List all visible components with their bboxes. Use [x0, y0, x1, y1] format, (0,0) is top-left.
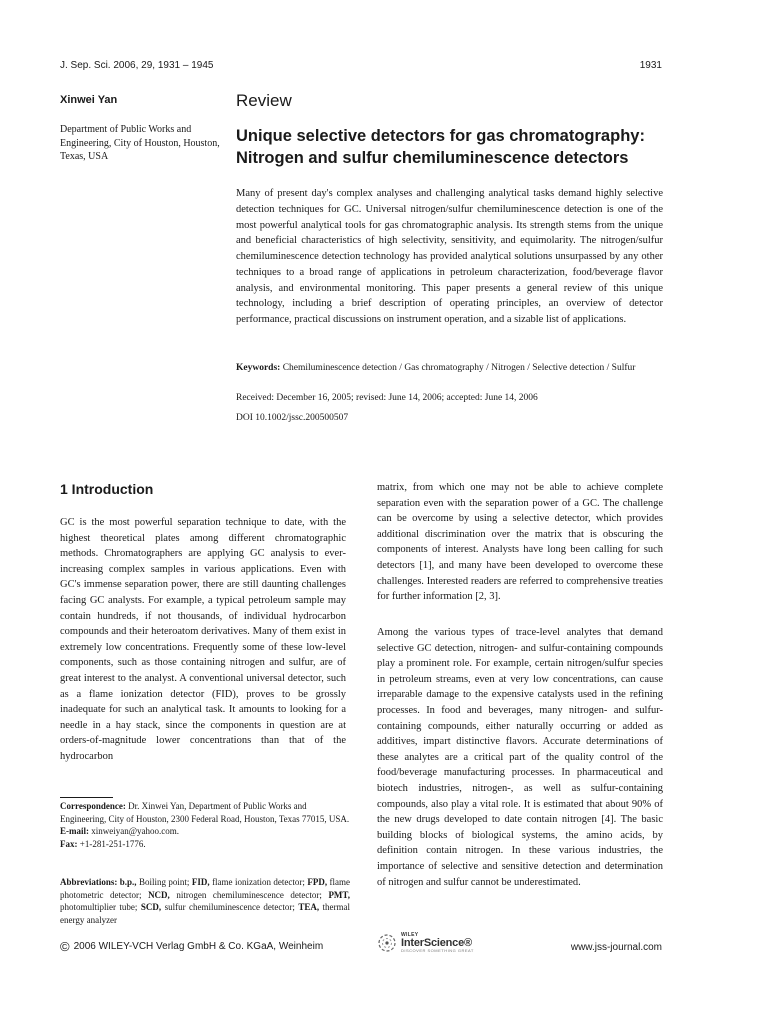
wiley-interscience-logo[interactable] [376, 932, 474, 954]
fax-label: Fax: [60, 838, 78, 849]
abbr-term: NCD, [148, 889, 170, 900]
abbr-definition: nitrogen chemiluminescence detector; [176, 889, 322, 900]
intro-paragraph-right-1: matrix, from which one may not be able to achieve complete separation even with the separation power of a GC. The challenge can be overcome by using a selective detector, which provides additional discrimination over the matrix that is obscuring the components of interest. Analysts have long been calling for such detectors [1], and many have been developed to overcome these challenges. Interested readers are referred to comprehensive treaties for further information [2, 3]. [377, 482, 663, 603]
fax-number: +1-281-251-1776. [79, 838, 146, 849]
keywords-label: Keywords: [236, 363, 281, 373]
author-name: Xinwei Yan [60, 94, 118, 106]
received-dates: Received: December 16, 2005; revised: June 14, 2006; accepted: June 14, 2006 [236, 393, 538, 403]
journal-reference: J. Sep. Sci. 2006, 29, 1931 – 1945 [60, 60, 214, 71]
intro-paragraph-left: GC is the most powerful separation technique to date, with the highest theoretical plates among different chromatographic methods. Chromatographers are applying GC analysis to ever-increasing complex samples in various applications. Even with GC's immense separation power, there are still daunting challenges facing GC analysts. For example, a typical petroleum sample may contain hundreds, if not thousands, of individual hydrocarbon compounds and their heteroatom derivatives. Many of them exist in extremely low concentrations. Frequently some of these low-level components, such as those containing nitrogen and sulfur, are of great interest to the analyst. A conventional universal detector, such as a flame ionization detector (FID), proves to be grossly inadequate for such an analytical task. It amounts to looking for a needle in a hay stack, since the components in question are at orders-of-magnitude lower concentrations than that of the hydrocarbon [60, 517, 346, 762]
abbr-definition: sulfur chemiluminescence detector; [164, 902, 295, 912]
email-label: E-mail: [60, 826, 89, 836]
intro-paragraph-right-2: Among the various types of trace-level analytes that demand selective GC detection, nitrogen- and sulfur-containing compounds play a prominent role. For example, certain nitrogen/sulfur species in petroleum streams, even at very low concentrations, can cause irreparable damage to the expensive catalysts used in the refining processes. In food and beverages, many nitrogen- and sulfur-containing compounds, either naturally occurring or added as additives, impart distinctive flavors. Accurate determinations of these analytes are a critical part of the quality control of the food/beverage manufacturing processes. In pharmaceutical and biotech industries, nitrogen-, as well as sulfur-containing compounds, also play a vital role. It is estimated that about 90% of the new drugs developed to date contain nitrogen [4]. The basic building blocks of biological systems, the amino acids, by definition contain nitrogen. In these various industries, the importance of selective and sensitive detection and determination of nitrogen and sulfur cannot be underestimated. [377, 627, 663, 888]
abbr-definition: flame ionization detector; [212, 877, 305, 887]
logo-name: InterScience® [401, 937, 472, 949]
abstract: Many of present day's complex analyses and challenging analytical tasks demand highly selective detection techniques for GC. Universal nitrogen/sulfur chemiluminescence detection is one of the most powerful analytical tools for gas chromatographic analysis. Its strength stems from the unique and beneficial characteristics of high selectivity, sensitivity, and equimolarity. The nitrogen/sulfur chemiluminescence detection technology has provided analytical solutions unsurpassed by any other techniques to a broad range of applications in petroleum characterization, food/beverage flavor analysis, and environmental monitoring. This paper presents a general review of this unique technology, including a brief description of operating principles, an overview of detector performance, practical discussions on instrument operation, and a sizable list of applications. [236, 188, 663, 325]
article-title: Unique selective detectors for gas chromatography: Nitrogen and sulfur chemiluminescence detectors [236, 127, 645, 167]
abbr-definition: photomultiplier tube; [60, 902, 138, 912]
abbreviations-label: Abbreviations: [60, 877, 118, 887]
abbr-definition: thermal energy analyzer [60, 902, 351, 925]
correspondence-label: Correspondence: [60, 801, 126, 811]
page-number: 1931 [639, 60, 662, 71]
abbr-term: SCD, [140, 902, 162, 912]
copyright-notice [60, 938, 324, 954]
section-heading-introduction: 1 Introduction [60, 481, 154, 497]
logo-brand: WILEY [401, 932, 419, 938]
journal-url[interactable]: www.jss-journal.com [570, 942, 662, 953]
abbr-definition: flame photometric detector; [60, 877, 351, 900]
logo-tagline: DISCOVER SOMETHING GREAT [401, 948, 474, 953]
interscience-swirl-icon [376, 932, 398, 954]
correspondence-text: Dr. Xinwei Yan, Department of Public Works and Engineering, City of Houston, 2300 Federal Road, Houston, Texas 77015, USA. [60, 801, 350, 824]
abbr-definition: Boiling point; [138, 877, 190, 887]
keywords [236, 362, 663, 375]
email-link[interactable]: xinweiyan@yahoo.com. [91, 826, 180, 836]
abbr-term: FPD, [307, 877, 328, 887]
doi[interactable]: DOI 10.1002/jssc.200500507 [236, 413, 349, 423]
correspondence-footnote [60, 800, 350, 850]
section-type: Review [236, 91, 292, 110]
keywords-list: Chemiluminescence detection / Gas chromatography / Nitrogen / Selective detection / Sulfur [282, 363, 636, 373]
author-affiliation: Department of Public Works and Engineering, City of Houston, Houston, Texas, USA [60, 124, 220, 162]
abbr-term: PMT, [328, 889, 351, 900]
abbr-term: TEA, [298, 902, 320, 912]
abbr-term: FID, [191, 877, 210, 887]
copyright-icon: © [60, 938, 70, 954]
copyright-text: 2006 WILEY-VCH Verlag GmbH & Co. KGaA, Weinheim [73, 941, 324, 952]
abbr-term: b.p., [119, 877, 137, 887]
abbreviations-footnote [60, 876, 350, 926]
footnote-divider [60, 797, 113, 798]
